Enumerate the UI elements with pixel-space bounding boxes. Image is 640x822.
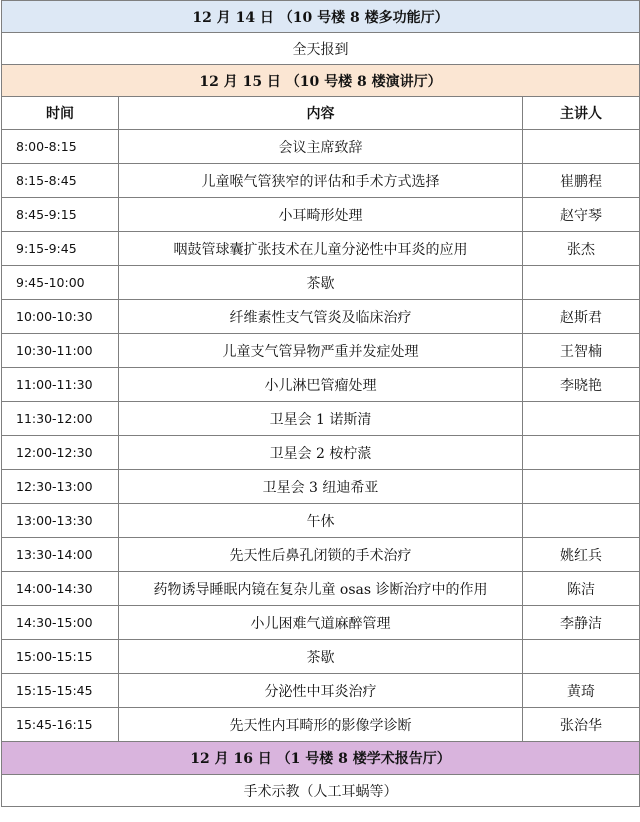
- speaker-cell: 黄琦: [523, 674, 640, 708]
- schedule-table: [1, 0, 640, 807]
- speaker-cell: [523, 130, 640, 164]
- time-cell: 14:00-14:30: [2, 572, 119, 606]
- day3-note: 手术示教（人工耳蜗等）: [2, 775, 640, 807]
- time-cell: 8:45-9:15: [2, 198, 119, 232]
- content-cell: 纤维素性支气管炎及临床治疗: [119, 300, 523, 334]
- day1-note: 全天报到: [2, 33, 640, 65]
- schedule-row: [2, 606, 640, 640]
- time-cell: 13:30-14:00: [2, 538, 119, 572]
- schedule-row: [2, 300, 640, 334]
- schedule-row: [2, 470, 640, 504]
- content-cell: 儿童支气管异物严重并发症处理: [119, 334, 523, 368]
- schedule-row: [2, 368, 640, 402]
- content-cell: 卫星会 3 纽迪希亚: [119, 470, 523, 504]
- schedule-row: [2, 198, 640, 232]
- speaker-cell: 张治华: [523, 708, 640, 742]
- time-column-header: 时间: [2, 97, 119, 130]
- speaker-cell: [523, 640, 640, 674]
- content-cell: 先天性内耳畸形的影像学诊断: [119, 708, 523, 742]
- time-cell: 11:30-12:00: [2, 402, 119, 436]
- content-cell: 茶歇: [119, 640, 523, 674]
- time-cell: 15:45-16:15: [2, 708, 119, 742]
- content-cell: 小耳畸形处理: [119, 198, 523, 232]
- time-cell: 9:45-10:00: [2, 266, 119, 300]
- day1-title: 12 月 14 日 （10 号楼 8 楼多功能厅）: [2, 1, 640, 33]
- day1-note-row: [2, 33, 640, 65]
- day3-note-row: [2, 775, 640, 807]
- schedule-row: [2, 232, 640, 266]
- speaker-cell: 李晓艳: [523, 368, 640, 402]
- speaker-cell: [523, 266, 640, 300]
- content-cell: 小儿困难气道麻醉管理: [119, 606, 523, 640]
- speaker-cell: [523, 402, 640, 436]
- content-cell: 药物诱导睡眠内镜在复杂儿童 osas 诊断治疗中的作用: [119, 572, 523, 606]
- column-header-row: [2, 97, 640, 130]
- speaker-cell: 赵斯君: [523, 300, 640, 334]
- speaker-cell: [523, 470, 640, 504]
- content-cell: 小儿淋巴管瘤处理: [119, 368, 523, 402]
- day3-header-row: [2, 742, 640, 775]
- speaker-cell: 张杰: [523, 232, 640, 266]
- schedule-row: [2, 402, 640, 436]
- schedule-row: [2, 538, 640, 572]
- time-cell: 10:30-11:00: [2, 334, 119, 368]
- schedule-row: [2, 674, 640, 708]
- time-cell: 12:30-13:00: [2, 470, 119, 504]
- content-cell: 会议主席致辞: [119, 130, 523, 164]
- schedule-row: [2, 504, 640, 538]
- schedule-row: [2, 164, 640, 198]
- time-cell: 14:30-15:00: [2, 606, 119, 640]
- schedule-row: [2, 708, 640, 742]
- day2-title: 12 月 15 日 （10 号楼 8 楼演讲厅）: [2, 65, 640, 97]
- time-cell: 10:00-10:30: [2, 300, 119, 334]
- day1-header-row: [2, 1, 640, 33]
- time-cell: 8:15-8:45: [2, 164, 119, 198]
- schedule-row: [2, 266, 640, 300]
- time-cell: 15:00-15:15: [2, 640, 119, 674]
- speaker-cell: 陈洁: [523, 572, 640, 606]
- content-cell: 卫星会 1 诺斯清: [119, 402, 523, 436]
- speaker-cell: 李静洁: [523, 606, 640, 640]
- speaker-column-header: 主讲人: [523, 97, 640, 130]
- time-cell: 12:00-12:30: [2, 436, 119, 470]
- schedule-row: [2, 130, 640, 164]
- content-cell: 儿童喉气管狭窄的评估和手术方式选择: [119, 164, 523, 198]
- content-column-header: 内容: [119, 97, 523, 130]
- schedule-row: [2, 334, 640, 368]
- schedule-row: [2, 640, 640, 674]
- speaker-cell: [523, 436, 640, 470]
- schedule-body: [2, 1, 640, 807]
- time-cell: 13:00-13:30: [2, 504, 119, 538]
- content-cell: 茶歇: [119, 266, 523, 300]
- time-cell: 8:00-8:15: [2, 130, 119, 164]
- content-cell: 分泌性中耳炎治疗: [119, 674, 523, 708]
- day3-title: 12 月 16 日 （1 号楼 8 楼学术报告厅）: [2, 742, 640, 775]
- speaker-cell: 王智楠: [523, 334, 640, 368]
- time-cell: 9:15-9:45: [2, 232, 119, 266]
- time-cell: 11:00-11:30: [2, 368, 119, 402]
- speaker-cell: 姚红兵: [523, 538, 640, 572]
- content-cell: 咽鼓管球囊扩张技术在儿童分泌性中耳炎的应用: [119, 232, 523, 266]
- content-cell: 卫星会 2 桉柠蒎: [119, 436, 523, 470]
- speaker-cell: [523, 504, 640, 538]
- speaker-cell: 赵守琴: [523, 198, 640, 232]
- content-cell: 先天性后鼻孔闭锁的手术治疗: [119, 538, 523, 572]
- day2-header-row: [2, 65, 640, 97]
- schedule-row: [2, 572, 640, 606]
- speaker-cell: 崔鹏程: [523, 164, 640, 198]
- schedule-row: [2, 436, 640, 470]
- content-cell: 午休: [119, 504, 523, 538]
- time-cell: 15:15-15:45: [2, 674, 119, 708]
